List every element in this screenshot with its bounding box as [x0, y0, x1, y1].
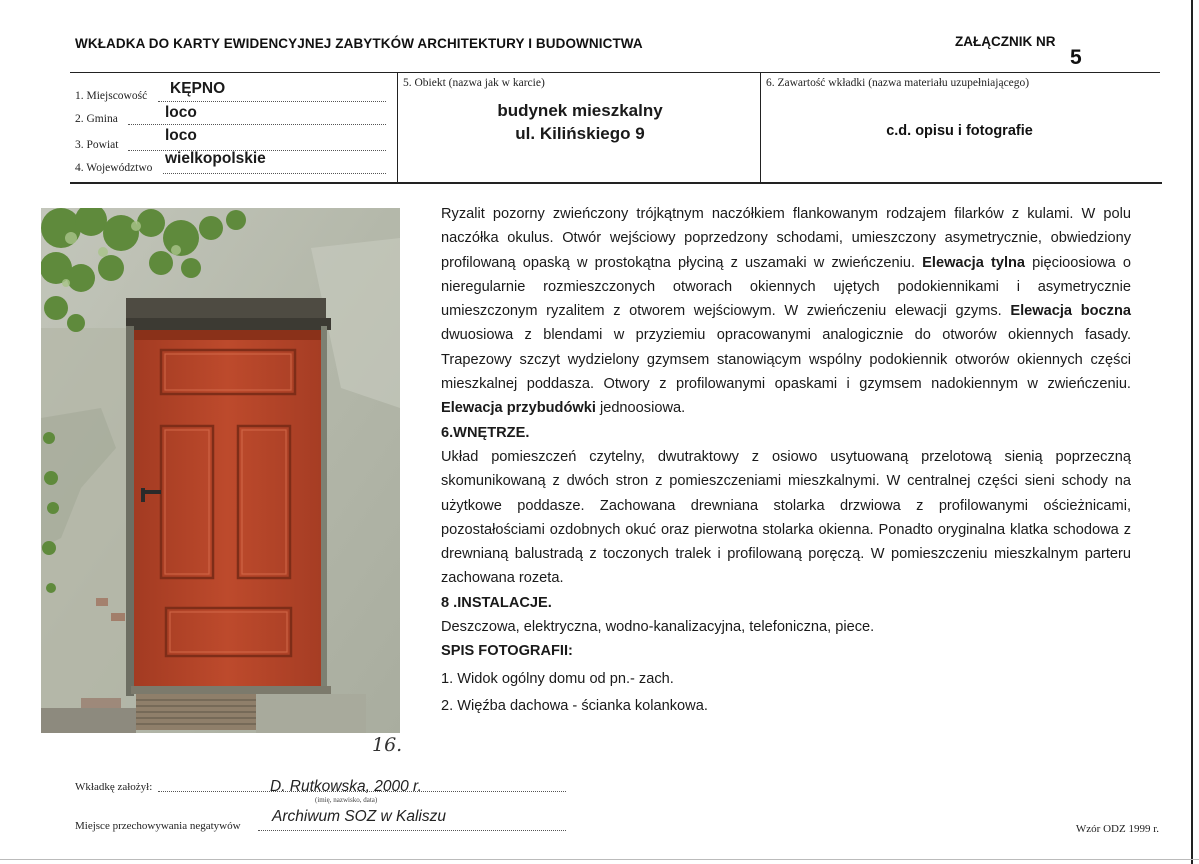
page-border-bottom — [0, 859, 1199, 860]
object-name-line1: budynek mieszkalny — [497, 101, 663, 120]
column-divider-1 — [397, 72, 398, 182]
photo-list-heading: SPIS FOTOGRAFII: — [441, 643, 573, 660]
annex-number: 5 — [1070, 46, 1082, 69]
facade-text-1: Ryzalit pozorny zwieńczony trójkątnym naczółkiem flankowanym rodzajem filarków z kulami. W polu naczółka okulus. Otwór wejściowy poprzedzony schodami, umieszczony asymetrycznie, obwiedziony profilowaną opaską w prostokątna płyciną z uszamaki w zwieńczeniu. — [441, 206, 1131, 271]
side-elevation-heading: Elewacja boczna — [1010, 303, 1131, 320]
voivodeship-dots — [163, 173, 386, 174]
commune-dots — [128, 124, 386, 125]
rear-elevation-heading: Elewacja tylna — [922, 254, 1026, 271]
commune-label: 2. Gmina — [75, 113, 118, 125]
door-handle — [143, 490, 161, 494]
column-divider-2 — [760, 72, 761, 182]
author-value: D. Rutkowska, 2000 r. — [270, 778, 422, 795]
description-text — [441, 202, 1131, 718]
voivodeship-label: 4. Województwo — [75, 162, 153, 174]
annex-elevation-heading: Elewacja przybudówki — [441, 400, 596, 417]
photo-list-item: 1. Widok ogólny domu od pn.- zach. — [441, 670, 674, 687]
page-border-right — [1191, 0, 1193, 864]
photo-list-item: 2. Więźba dachowa - ścianka kolankowa. — [441, 697, 708, 714]
storage-value: Archiwum SOZ w Kaliszu — [272, 808, 446, 825]
facade-paragraph — [441, 202, 1131, 421]
installations-paragraph: Deszczowa, elektryczna, wodno-kanalizacyjna, telefoniczna, piece. — [441, 619, 875, 636]
annex-label: ZAŁĄCZNIK NR — [955, 34, 1056, 49]
storage-dots — [258, 830, 566, 831]
author-label: Wkładkę założył: — [75, 781, 153, 793]
object-label: 5. Obiekt (nazwa jak w karcie) — [403, 77, 545, 89]
insert-content-value: c.d. opisu i fotografie — [886, 123, 1033, 139]
door-photo-image — [41, 208, 400, 733]
interior-paragraph: Układ pomieszczeń czytelny, dwutraktowy z osiowo usytuowaną przelotową sienią poprzeczną skomunikowaną z dwóch stron z pomieszczeniami mieszkalnymi. W centralnej części sieni schody na użytkowe poddasze. Zachowana drewniana stolarka drzwiowa z profilowanymi ościeżnicami, pozostałościami ozdobnych okuć oraz pierwotna stolarka okienna. Ponadto oryginalna klatka schodowa z drewnianą balustradą z toczonych tralek i profilowaną poręczą. W pomieszczeniu mieszkalnym parteru zachowana rozeta. — [441, 448, 1131, 587]
door-photo — [41, 208, 400, 733]
facade-text-4: jednoosiowa. — [595, 400, 686, 417]
county-value: loco — [165, 127, 197, 144]
commune-value: loco — [165, 104, 197, 121]
author-hint: (imię, nazwisko, data) — [315, 796, 378, 804]
locality-value: KĘPNO — [170, 80, 226, 97]
facade-text-2: pięcioosiowa o nieregularnie rozmieszczonych otworach okiennych ujętych podokiennikami i asymetrycznie umieszczonym ryzalitem z otworem wejściowym. W zwieńczeniu elewacji gzyms. — [441, 254, 1131, 320]
locality-dots — [158, 101, 386, 102]
object-name-line2: ul. Kilińskiego 9 — [515, 124, 645, 143]
facade-text-3: dwuosiowa z blendami w przyziemiu opracowanymi analogicznie do otworów okiennych fasady. Trapezowy szczyt wydzielony gzymsem stanowiącym wspólny podokiennik otworów okiennych części mieszkalnej poddasza. Otwory z profilowanymi opaskami i gzymsem nadokiennym w zwieńczeniu. — [441, 327, 1131, 393]
photo-number: 16. — [372, 734, 403, 756]
insert-content-label: 6. Zawartość wkładki (nazwa materiału uzupełniającego) — [766, 77, 1030, 89]
installations-heading: 8 .INSTALACJE. — [441, 594, 552, 611]
interior-heading: 6.WNĘTRZE. — [441, 424, 530, 441]
form-title: WKŁADKA DO KARTY EWIDENCYJNEJ ZABYTKÓW ARCHITEKTURY I BUDOWNICTWA — [75, 36, 643, 51]
fields-bottom-rule — [70, 182, 1162, 184]
form-version: Wzór ODZ 1999 r. — [1075, 823, 1159, 835]
header-rule — [70, 72, 1160, 73]
voivodeship-value: wielkopolskie — [165, 150, 266, 167]
storage-label: Miejsce przechowywania negatywów — [75, 820, 241, 832]
locality-label: 1. Miejscowość — [75, 90, 148, 102]
county-label: 3. Powiat — [75, 139, 119, 151]
